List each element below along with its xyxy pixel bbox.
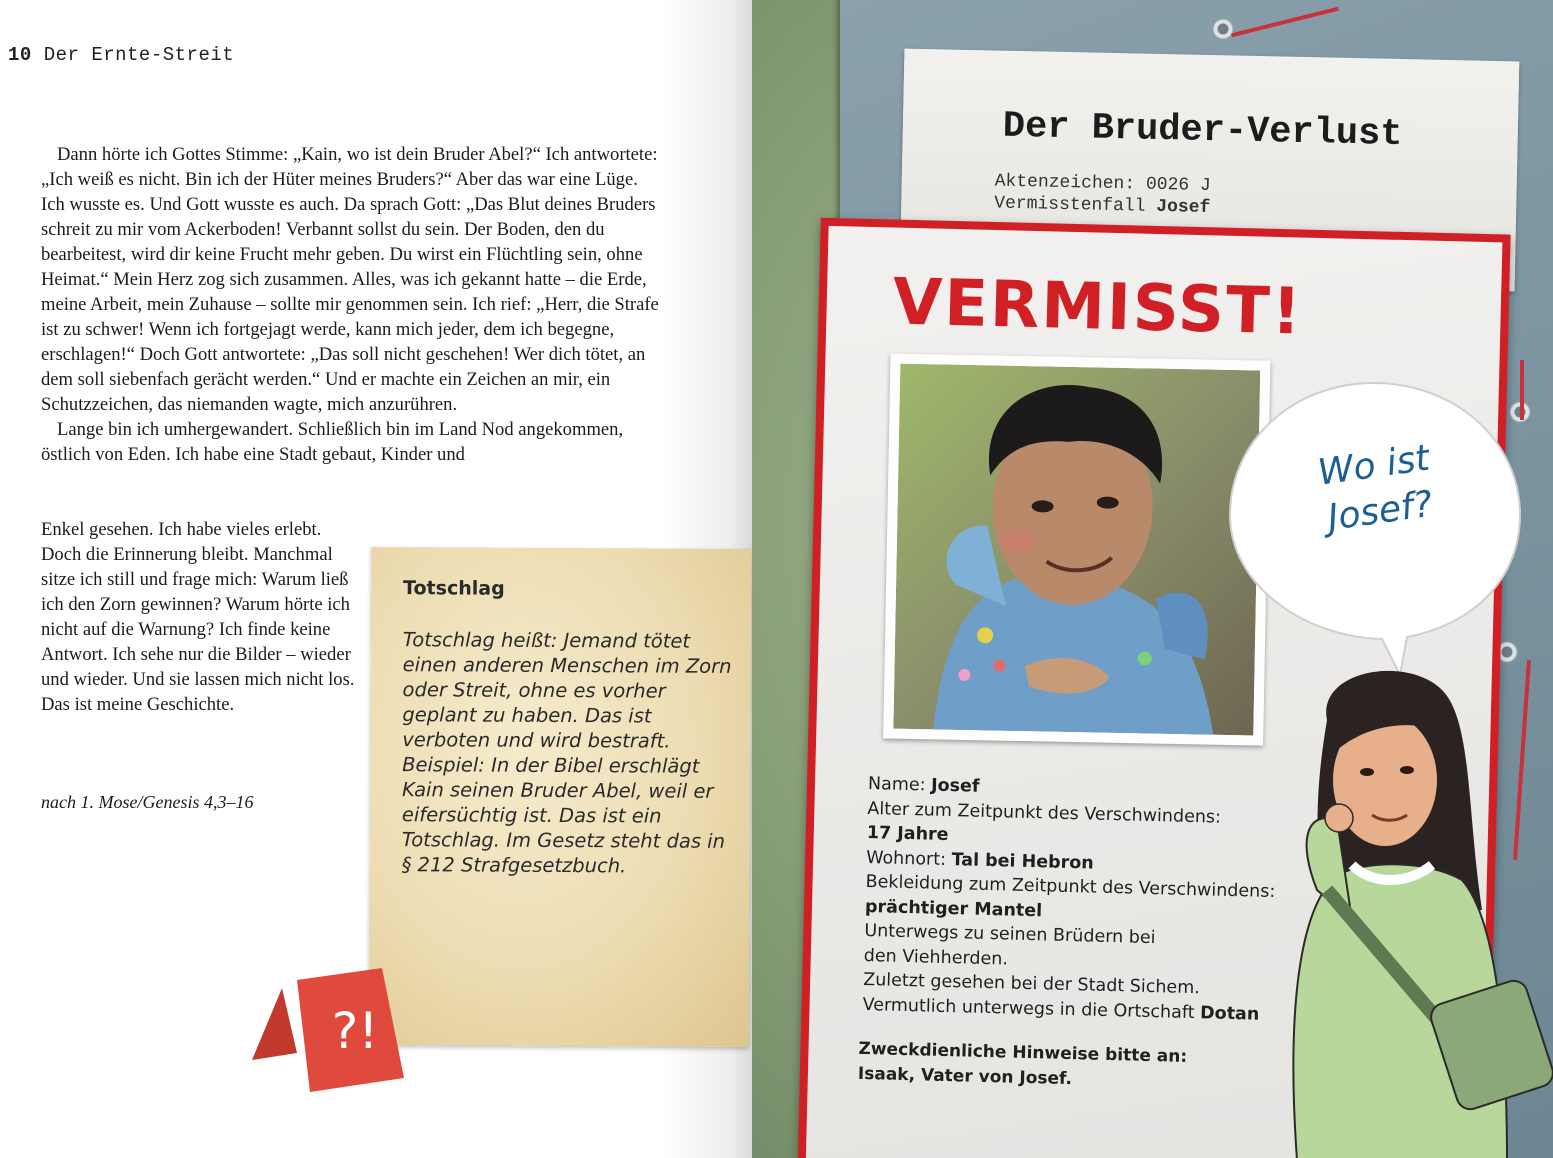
missing-person-details: Name: Josef Alter zum Zeitpunkt des Verschwindens: 17 Jahre Wohnort: Tal bei Hebron Bekleidung zum Zeitpunkt des Verschwindens: prächtiger Mantel Unterwegs zu seinen Brüdern bei den Viehherden. Zuletzt gesehen bei der Stadt Sichem. Vermutlich unterwegs in die Ortschaft Dotan [862,772,1338,1028]
left-page [0,0,752,1158]
case-reference: Aktenzeichen: 0026 J Vermisstenfall Josef [994,171,1211,219]
story-paragraph-1: Dann hörte ich Gottes Stimme: „Kain, wo ist dein Bruder Abel?“ Ich antwortete: „Ich weiß es nicht. Bin ich der Hüter meines Bruders?“ Aber das war eine Lüge. Ich wusste es. Und Gott wusste es auch. Da sprach Gott: „Das Blut deines Bruders schreit zu mir vom Ackerboden! Verbannt sollst du sein. Der Boden, den du bearbeitest, wird dir keine Frucht mehr geben. Du wirst ein Flüchtling sein, ohne Heimat.“ Mein Herz zog sich zusammen. Alles, was ich gekannt hatte – die Erde, meine Arbeit, mein Zuhause – sollte mir genommen sein. Ich rief: „Herr, die Strafe ist zu schwer! Wenn ich fortgejagt werde, kann mich jeder, dem ich begegne, erschlagen!“ Doch Gott antwortete: „Das soll nicht geschehen! Wer dich tötet, an dem soll siebenfach gerächt werden.“ Und er machte ein Zeichen an mir, ein Schutzzeichen, das niemanden wagte, mich anzurühren. [41,144,659,415]
eyelet-icon [1212,18,1234,40]
note-text: Totschlag heißt: Jemand tötet einen anderen Menschen im Zorn oder Streit, ohne es vorher geplant zu haben. Das ist verboten und wird bestraft. Beispiel: In der Bibel erschlägt Kain seinen Bruder Abel, weil er eifersüchtig ist. Das ist ein Totschlag. Im Gesetz steht das in § 212 Strafgesetzbuch. [401,628,732,878]
girl-illustration [1257,660,1553,1158]
case-title: Der Bruder-Verlust [1002,105,1403,157]
person-residence: Tal bei Hebron [951,849,1095,874]
person-name: Josef [930,775,980,797]
clothing-label: Bekleidung zum Zeitpunkt des Verschwindens: [865,872,1276,903]
note-title: Totschlag [403,577,505,600]
right-page [752,0,1553,1158]
route-line-2: den Viehherden. [863,945,1009,970]
age-label: Alter zum Zeitpunkt des Verschwindens: [867,798,1222,828]
person-clothing: prächtiger Mantel [864,896,1043,921]
page-number: 10 [8,44,32,66]
presumed-place: Dotan [1199,1002,1260,1025]
story-paragraph-continuation: Enkel gesehen. Ich habe vieles erlebt. Doch die Erinnerung bleibt. Manchmal sitze ich still und frage mich: Warum ließ ich den Zorn gewinnen? Warum hörte ich nicht auf die Warnung? Ich finde keine Antwort. Ich sehe nur die Bilder – wieder und wieder. Und sie lassen mich nicht los. Das ist meine Geschichte. [41,519,355,715]
speech-bubble-text: Wo ist Josef? [1315,437,1436,539]
file-number: 0026 J [1145,174,1211,197]
missing-person-photo [883,353,1270,745]
question-tag-icon [252,968,406,1094]
contact-hints: Zweckdienliche Hinweise bitte an: Isaak, Vater von Josef. [857,1038,1188,1089]
route-line-1: Unterwegs zu seinen Brüdern bei [864,920,1156,949]
last-seen: Zuletzt gesehen bei der Stadt Sichem. [862,969,1201,999]
person-age: 17 Jahre [866,823,949,846]
story-text [41,142,659,467]
tag-mark: ?! [331,1002,379,1060]
poster-headline: VERMISST! [891,265,1304,350]
bible-source-reference: nach 1. Mose/Genesis 4,3–16 [41,792,254,812]
story-paragraph-2: Lange bin ich umhergewandert. Schließlich bin im Land Nod angekommen, östlich von Eden. Ich habe eine Stadt gebaut, Kinder und [41,419,624,465]
definition-note [369,547,752,1047]
running-head [8,44,234,66]
case-name: Josef [1156,196,1211,219]
chapter-title: Der Ernte-Streit [43,44,235,66]
